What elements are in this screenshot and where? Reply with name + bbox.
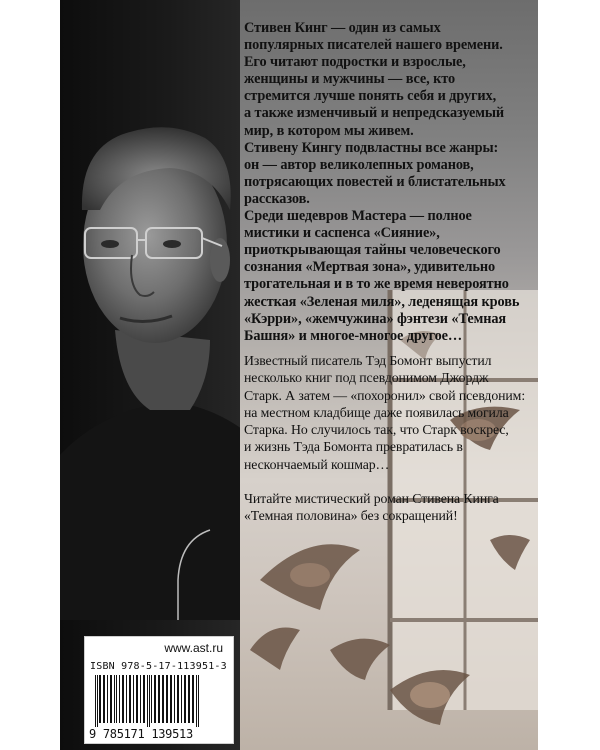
back-cover [60, 0, 538, 750]
barcode-bar [149, 675, 150, 727]
blurb-paragraph: Среди шедевров Мастера — полное мистики и саспенса «Сияние», приоткрывающая тайны человеческого сознания «Мертвая зона», удивительно трогательная и в то же время невероятно жесткая «Зеленая миля», леденящая кровь «Кэрри», «жемчужина» фэнтези «Темная Башня» и многое-многое другое… [244, 208, 520, 344]
barcode-digits: 9 785171 139513 [89, 727, 193, 741]
barcode-bar [95, 675, 96, 727]
barcode-bar [151, 675, 152, 723]
isbn-number: ISBN 978-5-17-113951-3 [90, 661, 227, 672]
barcode-bar [114, 675, 115, 723]
barcode-bar [129, 675, 131, 723]
barcode-box [84, 636, 234, 744]
barcode-bar [192, 675, 194, 723]
book-annotation [244, 352, 526, 525]
barcode-bar [126, 675, 127, 723]
author-photo-panel [60, 0, 240, 750]
barcode-bar [177, 675, 179, 723]
author-portrait-image [60, 60, 240, 620]
author-blurb [244, 20, 520, 345]
barcode-bar [122, 675, 124, 723]
barcode-bar [196, 675, 197, 727]
barcode-bar [116, 675, 117, 723]
barcode-bar [110, 675, 112, 723]
barcode-image [93, 675, 227, 727]
barcode-bar [181, 675, 182, 723]
barcode-bar [143, 675, 145, 723]
barcode-bar [133, 675, 134, 723]
barcode-bar [147, 675, 148, 727]
barcode-bar [97, 675, 98, 727]
barcode-bar [140, 675, 141, 723]
barcode-bar [184, 675, 186, 723]
call-to-action-paragraph: Читайте мистический роман Стивена Кинга «Темная половина» без сокращений! [244, 491, 499, 524]
annotation-paragraph: Известный писатель Тэд Бомонт выпустил несколько книг под псевдонимом Джордж Старк. А затем — «похоронил» свой псевдоним: на местном кладбище даже появилась могила Старка. Но случилось так, что Старк воскрес, и жизнь Тэда Бомонта превратилась в нескончаемый кошмар… [244, 353, 526, 472]
barcode-bar [174, 675, 175, 723]
publisher-website: www.ast.ru [164, 641, 223, 655]
barcode-bar [119, 675, 120, 723]
barcode-bar [162, 675, 164, 723]
barcode-bar [154, 675, 156, 723]
barcode-bar [107, 675, 108, 723]
barcode-bar [166, 675, 168, 723]
barcode-bar [158, 675, 160, 723]
blurb-paragraph: Стивен Кинг — один из самых популярных писателей нашего времени. Его читают подростки и взрослые, женщины и мужчины — все, кто стремится лучше понять себя и других, а также изменчивый и непредсказуемый мир, в котором мы живем. [244, 20, 505, 139]
barcode-bar [198, 675, 199, 727]
blurb-paragraph: Стивену Кингу подвластны все жанры: он — автор великолепных романов, потрясающих повестей и блистательных рассказов. [244, 139, 506, 207]
barcode-bar [136, 675, 138, 723]
barcode-bar [103, 675, 105, 723]
barcode-bar [99, 675, 101, 723]
barcode-bar [170, 675, 172, 723]
barcode-bar [188, 675, 190, 723]
